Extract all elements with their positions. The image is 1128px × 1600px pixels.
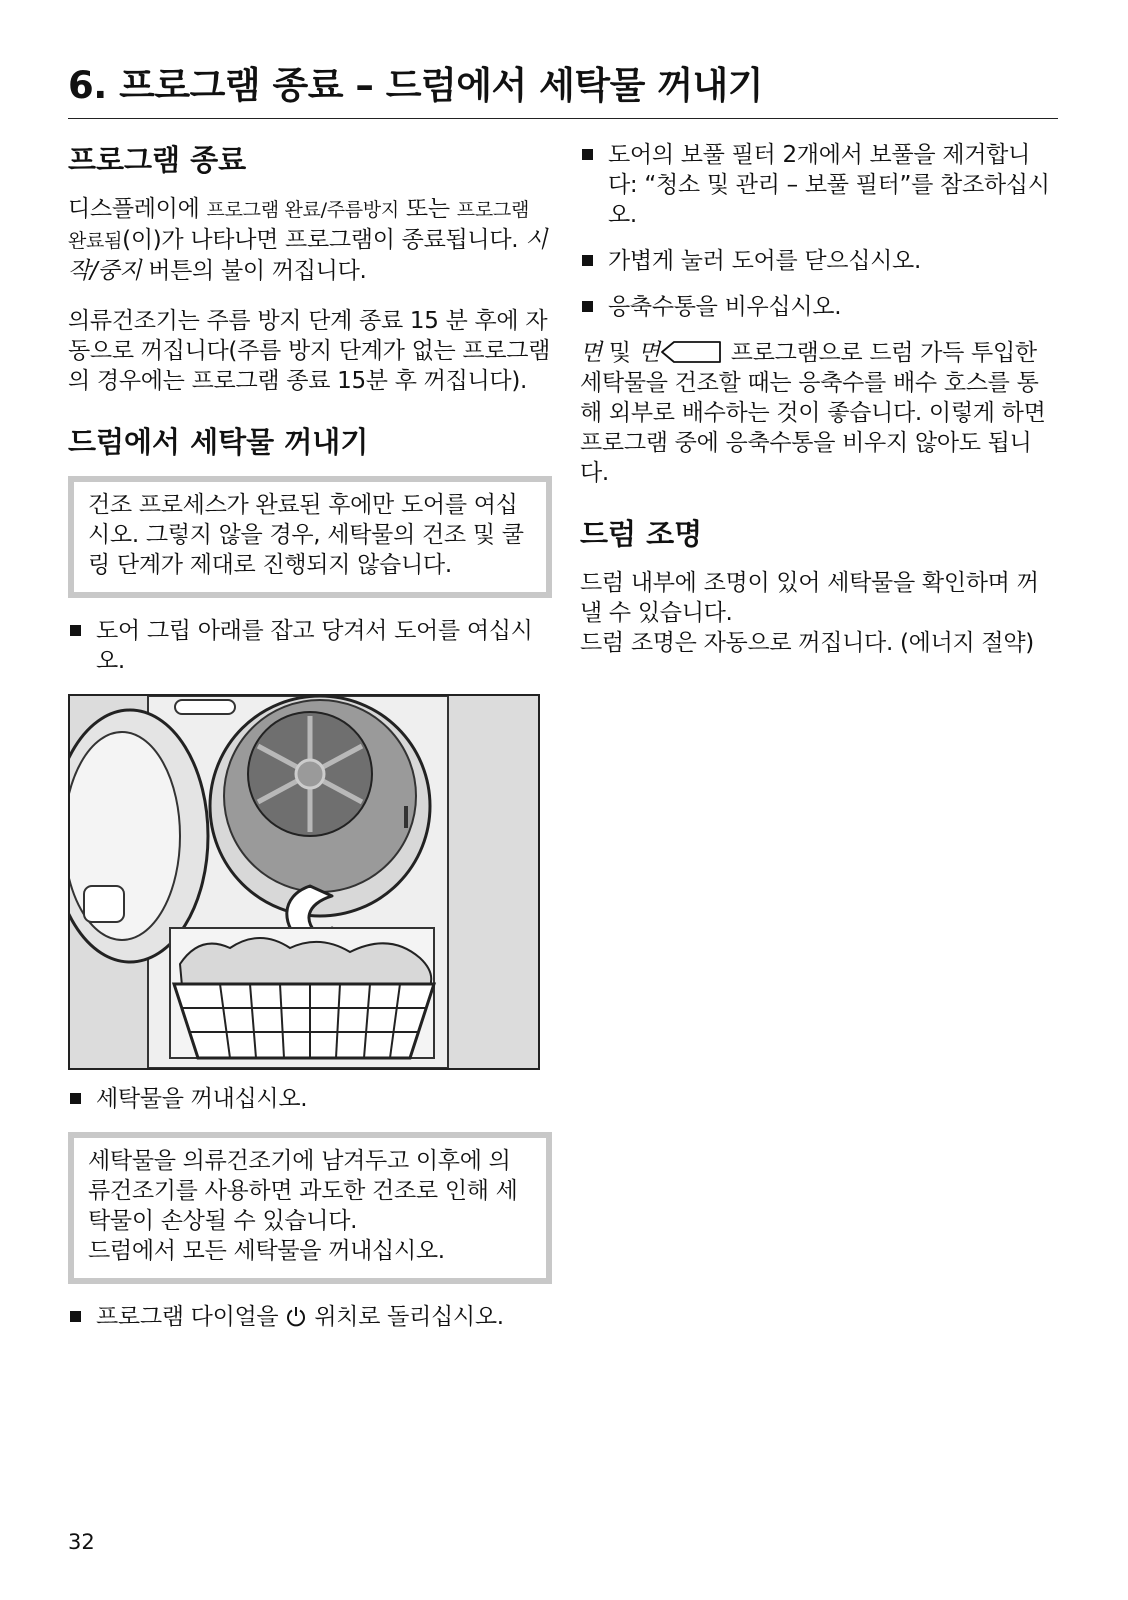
square-bullet-icon [582, 149, 593, 160]
display-text-complete-antiwrinkle: 프로그램 완료/주름방지 [206, 199, 399, 221]
drum-light-heading: 드럼 조명 [580, 517, 703, 551]
program-end-paragraph-2: 의류건조기는 주름 방지 단계 종료 15 분 후에 자동으로 꺼집니다(주름 방지 단계가 없는 프로그램의 경우에는 프로그램 종료 15분 후 꺼집니다). [68, 308, 551, 394]
remove-laundry-heading: 드럼에서 세탁물 꺼내기 [68, 425, 369, 459]
drum-light-paragraph-1: 드럼 내부에 조명이 있어 세탁물을 확인하며 꺼낼 수 있습니다. [580, 570, 1039, 626]
program-name-cotton-key: 면 [637, 340, 660, 366]
drum-light-paragraph-2: 드럼 조명은 자동으로 꺼집니다. (에너지 절약) [580, 630, 1034, 656]
step-close-door [580, 246, 1058, 276]
text-run: (이)가 나타나면 프로그램이 종료됩니다. [122, 227, 526, 253]
step-empty-condensate-tank [580, 292, 1058, 322]
program-end-heading: 프로그램 종료 [68, 143, 247, 177]
dryer-drum-basket-drawing [70, 696, 538, 1068]
square-bullet-icon [70, 1311, 81, 1322]
square-bullet-icon [582, 255, 593, 266]
program-end-paragraph-1 [68, 194, 552, 286]
step-text: 응축수통을 비우십시오. [608, 294, 842, 320]
warning-box-open-door [68, 476, 552, 598]
step-take-out-laundry [68, 1084, 552, 1114]
page-title: 6. 프로그램 종료 – 드럼에서 세탁물 꺼내기 [68, 64, 763, 107]
warning-text: 세탁물을 의류건조기에 남겨두고 이후에 의류건조기를 사용하면 과도한 건조로 인해 세탁물이 손상될 수 있습니다. [88, 1148, 518, 1234]
start-stop-button-label: 시작/중지 [68, 227, 548, 284]
square-bullet-icon [70, 625, 81, 636]
step-open-door [68, 616, 552, 676]
display-text-complete: 프로그램 완료됨 [68, 199, 529, 252]
right-column [580, 140, 1058, 678]
step-text: 세탁물을 꺼내십시오. [96, 1086, 308, 1112]
text-run: 또는 [398, 196, 457, 222]
step-text: 도어 그립 아래를 잡고 당겨서 도어를 여십시오. [96, 618, 533, 674]
power-symbol-icon [285, 1305, 307, 1327]
title-divider [68, 118, 1058, 119]
text-run: 버튼의 불이 꺼집니다. [141, 258, 367, 284]
step-text: 도어의 보풀 필터 2개에서 보풀을 제거합니다: “청소 및 관리 – 보풀 필터”를 참조하십시오. [608, 142, 1050, 228]
dryer-unloading-illustration [68, 694, 540, 1070]
text-run: 및 [601, 340, 638, 366]
page-number: 32 [68, 1530, 95, 1554]
program-selector-key-icon [660, 339, 724, 365]
warning-text: 건조 프로세스가 완료된 후에만 도어를 여십시오. 그렇지 않을 경우, 세탁물의 건조 및 쿨링 단계가 제대로 진행되지 않습니다. [88, 492, 524, 578]
left-column [68, 140, 552, 1350]
step-clean-lint-filters [580, 140, 1058, 230]
text-run: 디스플레이에 [68, 196, 207, 222]
step-text: 프로그램 다이얼을 [96, 1304, 286, 1330]
program-name-cotton: 면 [580, 340, 602, 366]
square-bullet-icon [70, 1093, 81, 1104]
square-bullet-icon [582, 301, 593, 312]
warning-box-leftover-laundry [68, 1132, 552, 1284]
step-turn-dial [68, 1302, 552, 1332]
text-run: 프로그램으로 드럼 가득 투입한 세탁물을 건조할 때는 응축수를 배수 호스를 통해 외부로 배수하는 것이 좋습니다. 이렇게 하면 프로그램 중에 응축수통을 비우지 않아도 됩니다. [580, 340, 1046, 486]
cotton-drain-tip-paragraph [580, 338, 1058, 488]
step-text: 위치로 돌리십시오. [307, 1304, 504, 1330]
step-text: 가볍게 눌러 도어를 닫으십시오. [608, 248, 921, 274]
warning-text: 드럼에서 모든 세탁물을 꺼내십시오. [88, 1238, 445, 1264]
